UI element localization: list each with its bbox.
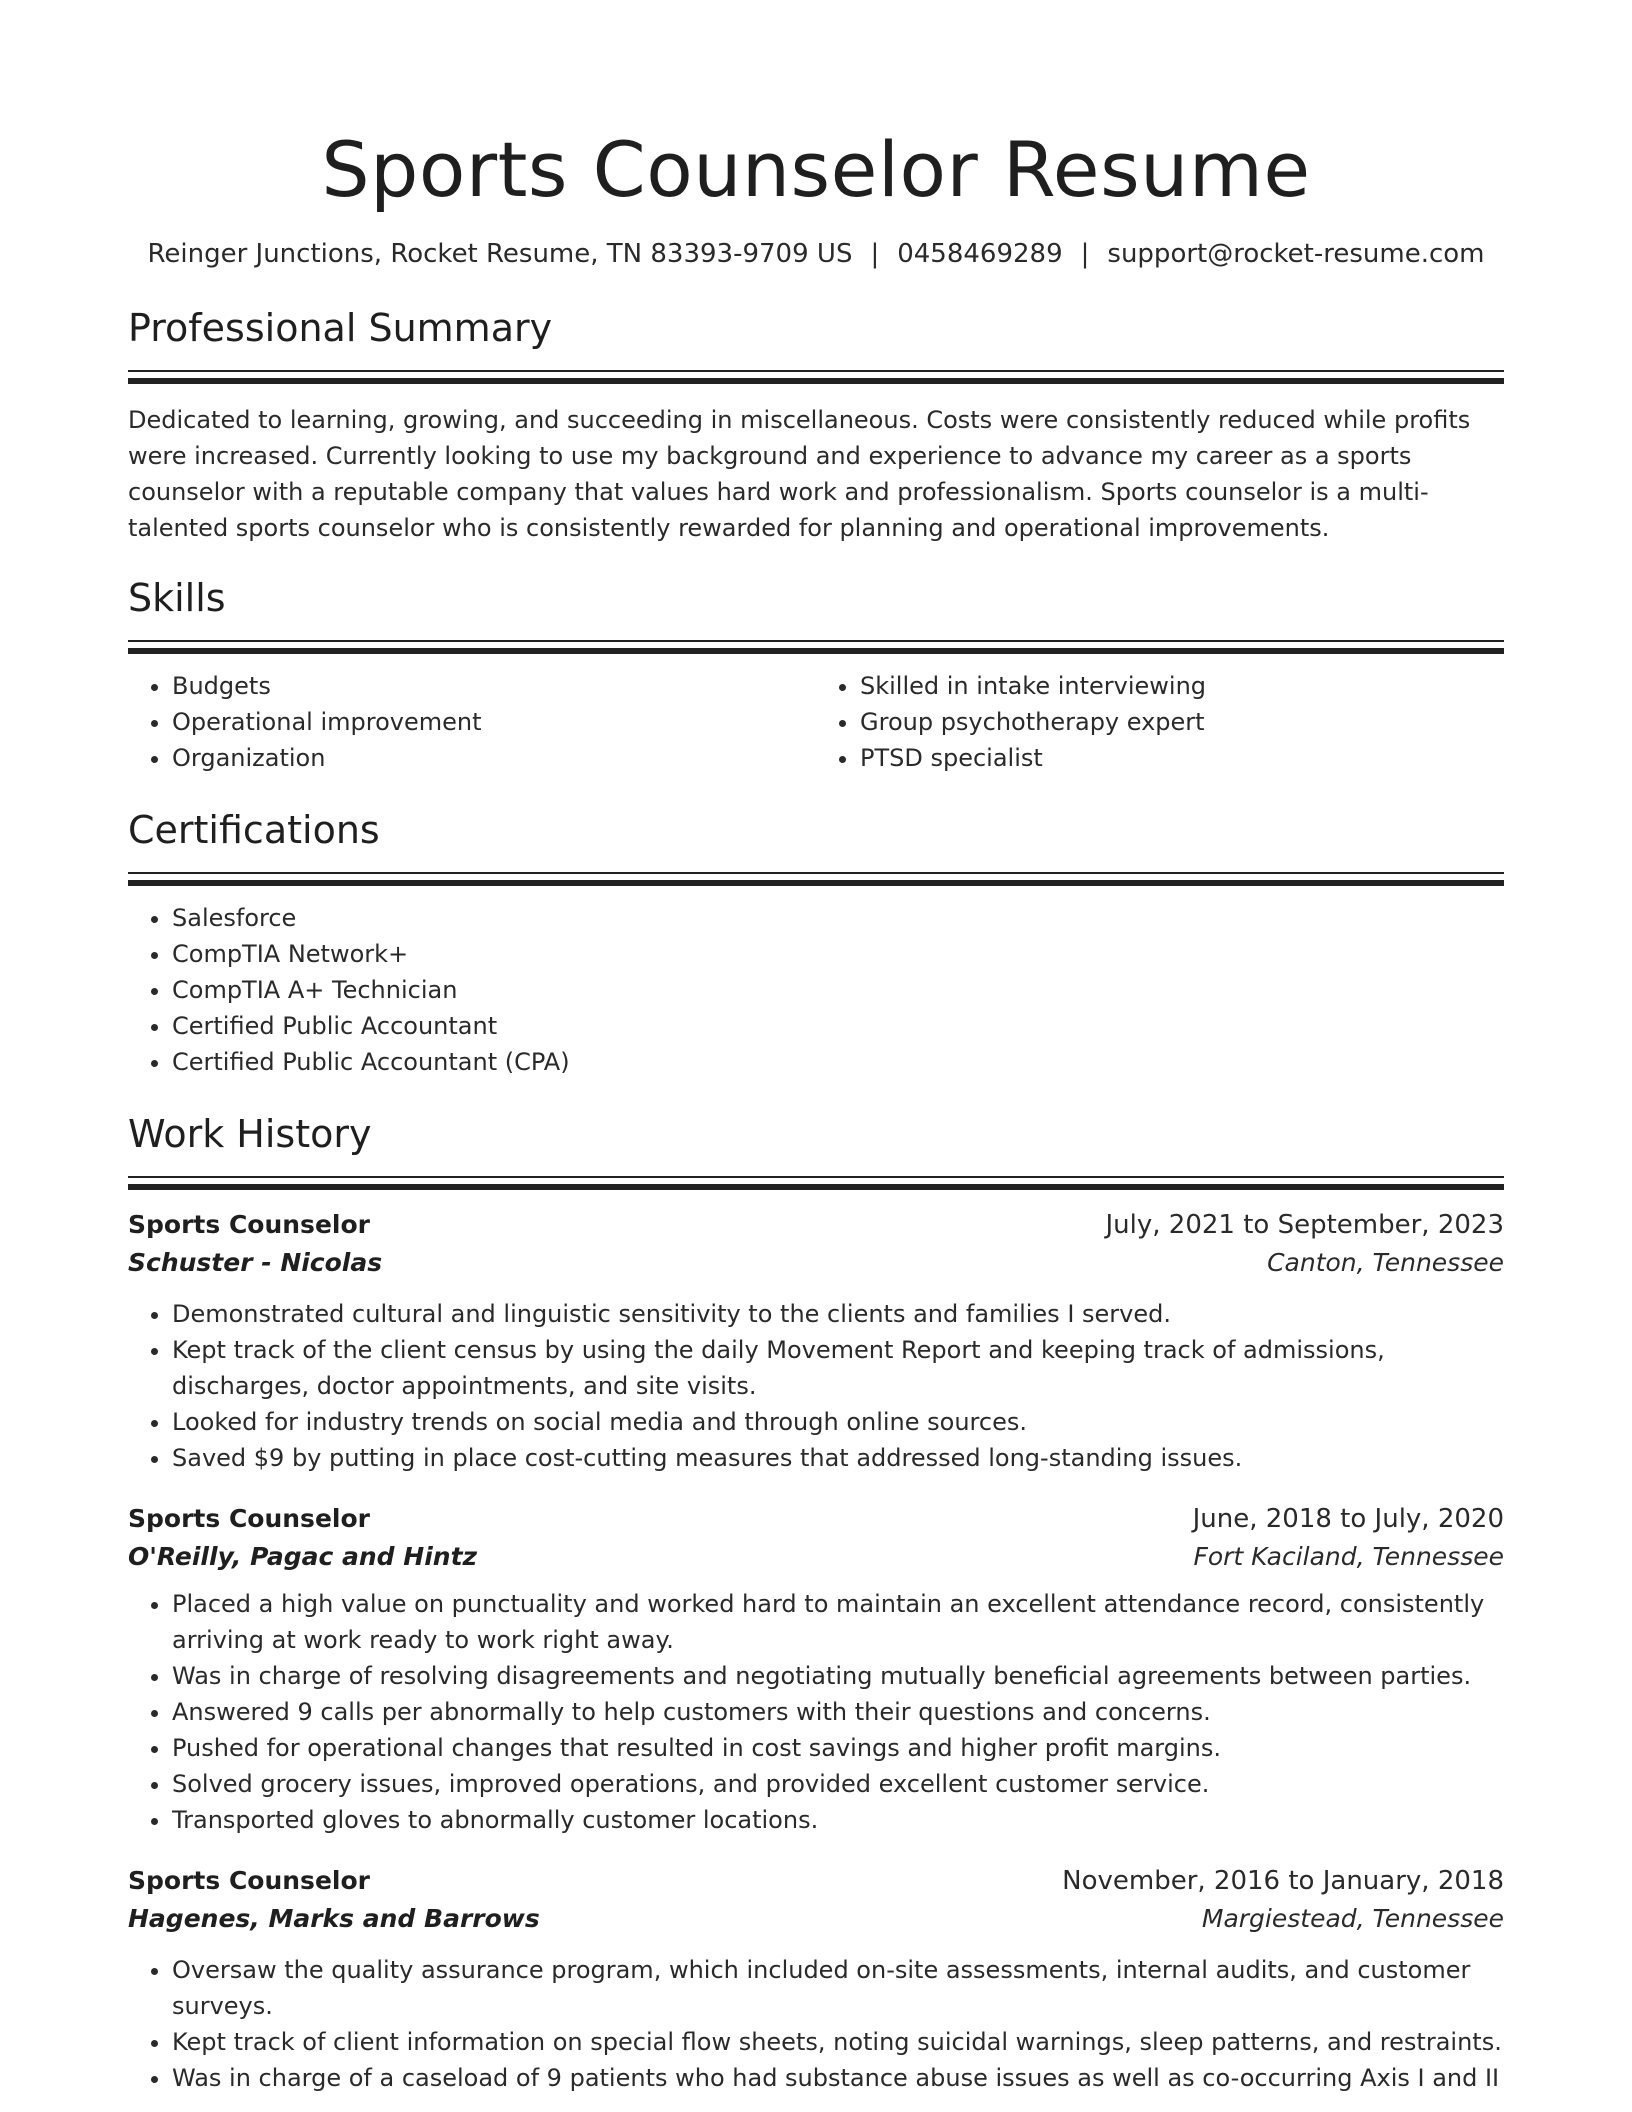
certifications-section bbox=[128, 804, 1504, 1080]
job-title: Sports Counselor bbox=[128, 1866, 370, 1895]
work-history-section bbox=[128, 1108, 1504, 2096]
skill-item: • PTSD specialist bbox=[860, 740, 1504, 776]
certification-item: • Certified Public Accountant bbox=[172, 1008, 1504, 1044]
skill-item: • Organization bbox=[172, 740, 816, 776]
contact-separator: | bbox=[870, 239, 880, 269]
section-divider bbox=[128, 370, 1504, 382]
job-company: Hagenes, Marks and Barrows bbox=[128, 1904, 540, 1933]
skills-list-right bbox=[816, 668, 1504, 776]
contact-address: Reinger Junctions, Rocket Resume, TN 83393-9709 US bbox=[147, 239, 853, 269]
skill-item: • Budgets bbox=[172, 668, 816, 704]
job-bullet: • Was in charge of a caseload of 9 patients who had substance abuse issues as well as co-occurring Axis I and II bbox=[172, 2060, 1504, 2096]
job-bullets bbox=[128, 1296, 1504, 1476]
job-header-row bbox=[128, 1500, 1504, 1538]
job-dates: June, 2018 to July, 2020 bbox=[1192, 1504, 1504, 1534]
job-dates: July, 2021 to September, 2023 bbox=[1105, 1210, 1504, 1240]
section-divider bbox=[128, 872, 1504, 884]
certifications-heading: Certifications bbox=[128, 808, 380, 852]
job-title: Sports Counselor bbox=[128, 1504, 370, 1533]
job-bullet: • Placed a high value on punctuality and worked hard to maintain an excellent attendance record, consistently arriving at work ready to work right away. bbox=[172, 1586, 1504, 1658]
job-bullet: • Pushed for operational changes that resulted in cost savings and higher profit margins. bbox=[172, 1730, 1504, 1766]
job-entry bbox=[128, 1500, 1504, 1838]
job-bullets bbox=[128, 1952, 1504, 2096]
certification-item: • CompTIA A+ Technician bbox=[172, 972, 1504, 1008]
summary-heading: Professional Summary bbox=[128, 306, 553, 350]
job-bullets bbox=[128, 1586, 1504, 1838]
certification-item: • Certified Public Accountant (CPA) bbox=[172, 1044, 1504, 1080]
section-divider bbox=[128, 1176, 1504, 1188]
job-company-row bbox=[128, 1538, 1504, 1576]
job-bullet: • Saved $9 by putting in place cost-cutting measures that addressed long-standing issues. bbox=[172, 1440, 1504, 1476]
skill-item: • Skilled in intake interviewing bbox=[860, 668, 1504, 704]
job-bullet: • Was in charge of resolving disagreements and negotiating mutually beneficial agreements between parties. bbox=[172, 1658, 1504, 1694]
contact-line bbox=[128, 236, 1504, 272]
skills-list-left bbox=[128, 668, 816, 776]
skill-item: • Group psychotherapy expert bbox=[860, 704, 1504, 740]
job-bullet: • Demonstrated cultural and linguistic sensitivity to the clients and families I served. bbox=[172, 1296, 1504, 1332]
job-title: Sports Counselor bbox=[128, 1210, 370, 1239]
job-bullet: • Solved grocery issues, improved operations, and provided excellent customer service. bbox=[172, 1766, 1504, 1802]
job-company-row bbox=[128, 1900, 1504, 1938]
contact-email[interactable]: support@rocket-resume.com bbox=[1107, 239, 1485, 269]
job-bullet: • Answered 9 calls per abnormally to help customers with their questions and concerns. bbox=[172, 1694, 1504, 1730]
job-header-row bbox=[128, 1206, 1504, 1244]
job-entry bbox=[128, 1862, 1504, 2096]
skills-section bbox=[128, 572, 1504, 776]
job-dates: November, 2016 to January, 2018 bbox=[1062, 1866, 1504, 1896]
job-bullet: • Kept track of the client census by using the daily Movement Report and keeping track of admissions, discharges, doctor appointments, and site visits. bbox=[172, 1332, 1504, 1404]
section-divider bbox=[128, 640, 1504, 652]
job-entry bbox=[128, 1206, 1504, 1476]
summary-section bbox=[128, 302, 1504, 546]
contact-separator: | bbox=[1080, 239, 1090, 269]
job-location: Canton, Tennessee bbox=[1267, 1248, 1504, 1277]
contact-phone: 0458469289 bbox=[897, 239, 1063, 269]
job-location: Fort Kaciland, Tennessee bbox=[1193, 1542, 1504, 1571]
job-company: O'Reilly, Pagac and Hintz bbox=[128, 1542, 478, 1571]
work-history-heading: Work History bbox=[128, 1112, 372, 1156]
job-header-row bbox=[128, 1862, 1504, 1900]
job-bullet: • Transported gloves to abnormally customer locations. bbox=[172, 1802, 1504, 1838]
certification-item: • CompTIA Network+ bbox=[172, 936, 1504, 972]
job-location: Margiestead, Tennessee bbox=[1201, 1904, 1504, 1933]
certification-item: • Salesforce bbox=[172, 900, 1504, 936]
resume-title: Sports Counselor Resume bbox=[321, 125, 1311, 214]
skills-grid bbox=[128, 668, 1504, 776]
certifications-list bbox=[128, 900, 1504, 1080]
job-company: Schuster - Nicolas bbox=[128, 1248, 383, 1277]
job-bullet: • Looked for industry trends on social media and through online sources. bbox=[172, 1404, 1504, 1440]
skill-item: • Operational improvement bbox=[172, 704, 816, 740]
job-company-row bbox=[128, 1244, 1504, 1282]
skills-heading: Skills bbox=[128, 576, 226, 620]
job-bullet: • Oversaw the quality assurance program, which included on-site assessments, internal audits, and customer surveys. bbox=[172, 1952, 1504, 2024]
job-bullet: • Kept track of client information on special flow sheets, noting suicidal warnings, sleep patterns, and restraints. bbox=[172, 2024, 1504, 2060]
summary-text: Dedicated to learning, growing, and succeeding in miscellaneous. Costs were consistently reduced while profits were increased. Currently looking to use my background and experience to advance my career as a sports counselor with a reputable company that values hard work and professionalism. Sports counselor is a multi-talented sports counselor who is consistently rewarded for planning and operational improvements. bbox=[128, 406, 1471, 542]
